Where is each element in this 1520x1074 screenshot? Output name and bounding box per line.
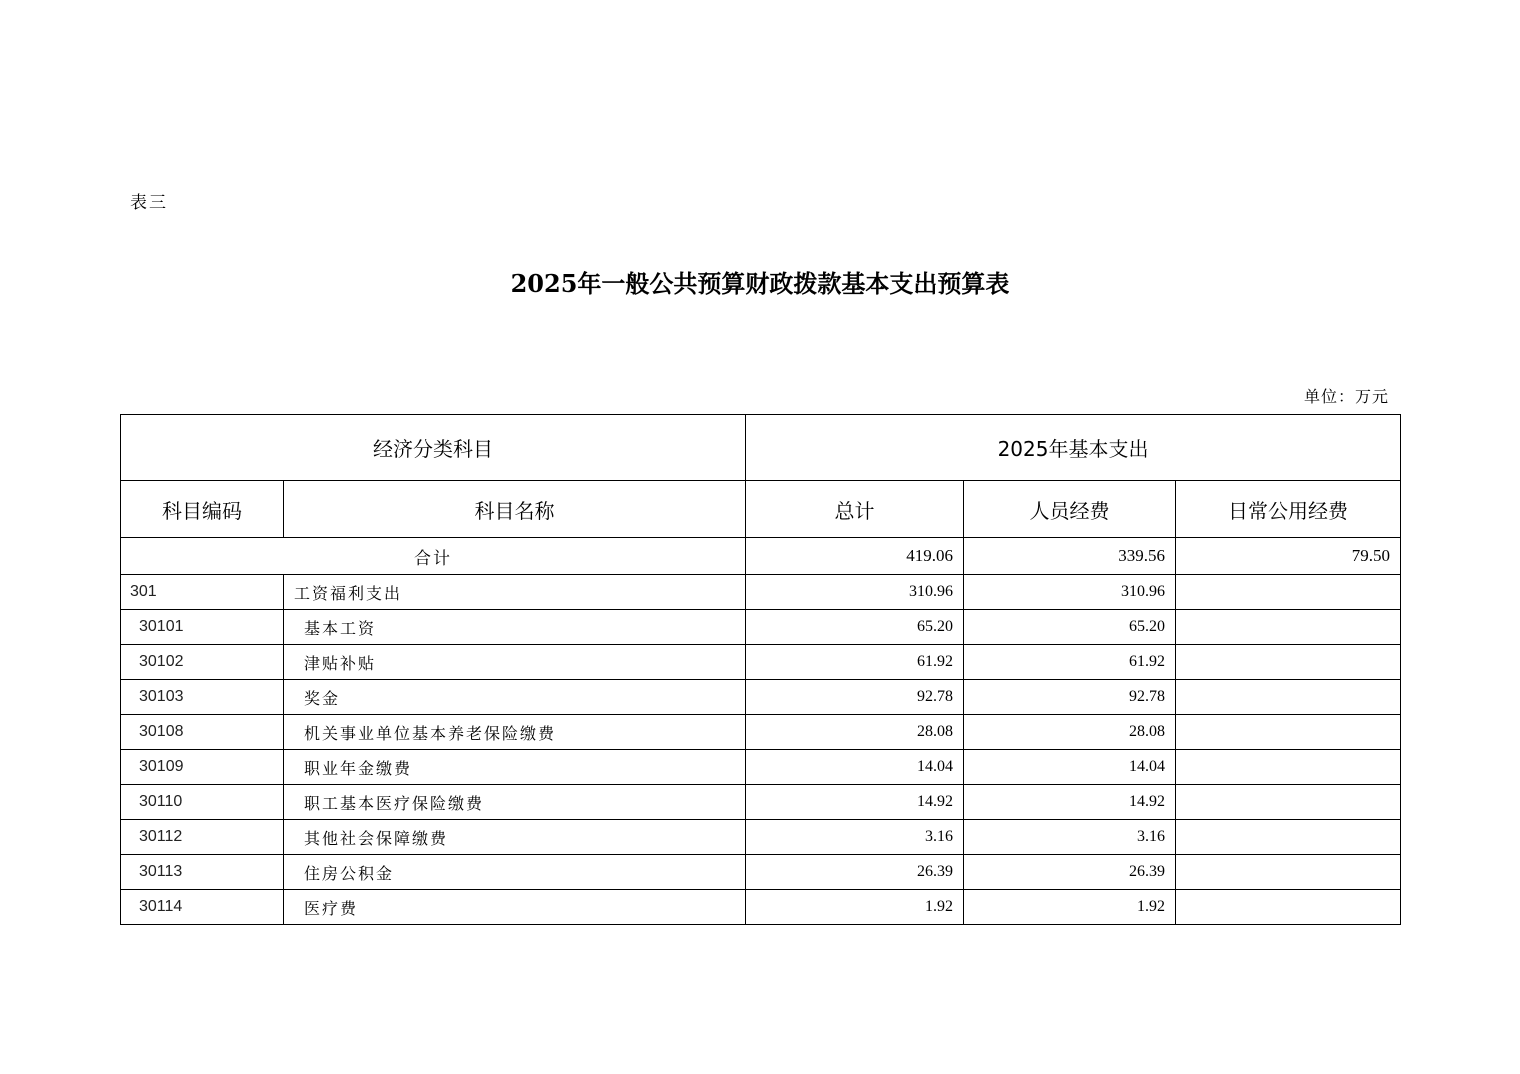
row-code: 30108 — [121, 715, 284, 750]
row-personnel: 14.92 — [964, 785, 1176, 820]
header-total: 总计 — [746, 481, 964, 538]
row-public — [1176, 820, 1401, 855]
row-public — [1176, 680, 1401, 715]
row-total: 1.92 — [746, 890, 964, 925]
header-code: 科目编码 — [121, 481, 284, 538]
header-row-group — [121, 415, 1401, 481]
header-personnel: 人员经费 — [964, 481, 1176, 538]
header-economic-category: 经济分类科目 — [121, 415, 746, 481]
row-name: 职业年金缴费 — [284, 750, 746, 785]
table-row — [121, 820, 1401, 855]
budget-table — [120, 414, 1401, 925]
row-total: 28.08 — [746, 715, 964, 750]
summary-label: 合计 — [121, 538, 746, 575]
table-row — [121, 645, 1401, 680]
row-name: 住房公积金 — [284, 855, 746, 890]
table-row — [121, 610, 1401, 645]
summary-public: 79.50 — [1176, 538, 1401, 575]
summary-personnel: 339.56 — [964, 538, 1176, 575]
row-public — [1176, 785, 1401, 820]
row-personnel: 92.78 — [964, 680, 1176, 715]
summary-row — [121, 538, 1401, 575]
row-name: 奖金 — [284, 680, 746, 715]
row-name: 医疗费 — [284, 890, 746, 925]
row-name: 津贴补贴 — [284, 645, 746, 680]
row-name: 其他社会保障缴费 — [284, 820, 746, 855]
row-code: 30109 — [121, 750, 284, 785]
header-basic-expenditure: 2025年基本支出 — [746, 415, 1401, 481]
table-row — [121, 575, 1401, 610]
table-row — [121, 855, 1401, 890]
table-row — [121, 785, 1401, 820]
table-row — [121, 715, 1401, 750]
row-total: 61.92 — [746, 645, 964, 680]
table-number-label: 表三 — [130, 193, 168, 213]
row-code: 30113 — [121, 855, 284, 890]
table-row — [121, 750, 1401, 785]
row-public — [1176, 645, 1401, 680]
row-personnel: 3.16 — [964, 820, 1176, 855]
row-personnel: 14.04 — [964, 750, 1176, 785]
row-total: 3.16 — [746, 820, 964, 855]
summary-total: 419.06 — [746, 538, 964, 575]
row-code: 30112 — [121, 820, 284, 855]
row-name: 机关事业单位基本养老保险缴费 — [284, 715, 746, 750]
row-code: 30102 — [121, 645, 284, 680]
row-personnel: 1.92 — [964, 890, 1176, 925]
unit-label: 单位：万元 — [1303, 387, 1389, 406]
row-total: 14.04 — [746, 750, 964, 785]
row-public — [1176, 750, 1401, 785]
row-name: 工资福利支出 — [284, 575, 746, 610]
row-code: 30103 — [121, 680, 284, 715]
row-code: 30114 — [121, 890, 284, 925]
row-public — [1176, 855, 1401, 890]
header-name: 科目名称 — [284, 481, 746, 538]
header-row-columns — [121, 481, 1401, 538]
row-code: 30110 — [121, 785, 284, 820]
row-personnel: 28.08 — [964, 715, 1176, 750]
row-total: 310.96 — [746, 575, 964, 610]
row-total: 14.92 — [746, 785, 964, 820]
row-code: 301 — [121, 575, 284, 610]
row-personnel: 26.39 — [964, 855, 1176, 890]
row-personnel: 61.92 — [964, 645, 1176, 680]
row-total: 92.78 — [746, 680, 964, 715]
table-row — [121, 890, 1401, 925]
row-personnel: 65.20 — [964, 610, 1176, 645]
row-name: 职工基本医疗保险缴费 — [284, 785, 746, 820]
row-code: 30101 — [121, 610, 284, 645]
row-public — [1176, 715, 1401, 750]
header-public: 日常公用经费 — [1176, 481, 1401, 538]
table-row — [121, 680, 1401, 715]
row-public — [1176, 575, 1401, 610]
row-total: 26.39 — [746, 855, 964, 890]
page-title: 2025年一般公共预算财政拨款基本支出预算表 — [510, 269, 1010, 298]
row-personnel: 310.96 — [964, 575, 1176, 610]
row-public — [1176, 890, 1401, 925]
row-total: 65.20 — [746, 610, 964, 645]
row-public — [1176, 610, 1401, 645]
row-name: 基本工资 — [284, 610, 746, 645]
